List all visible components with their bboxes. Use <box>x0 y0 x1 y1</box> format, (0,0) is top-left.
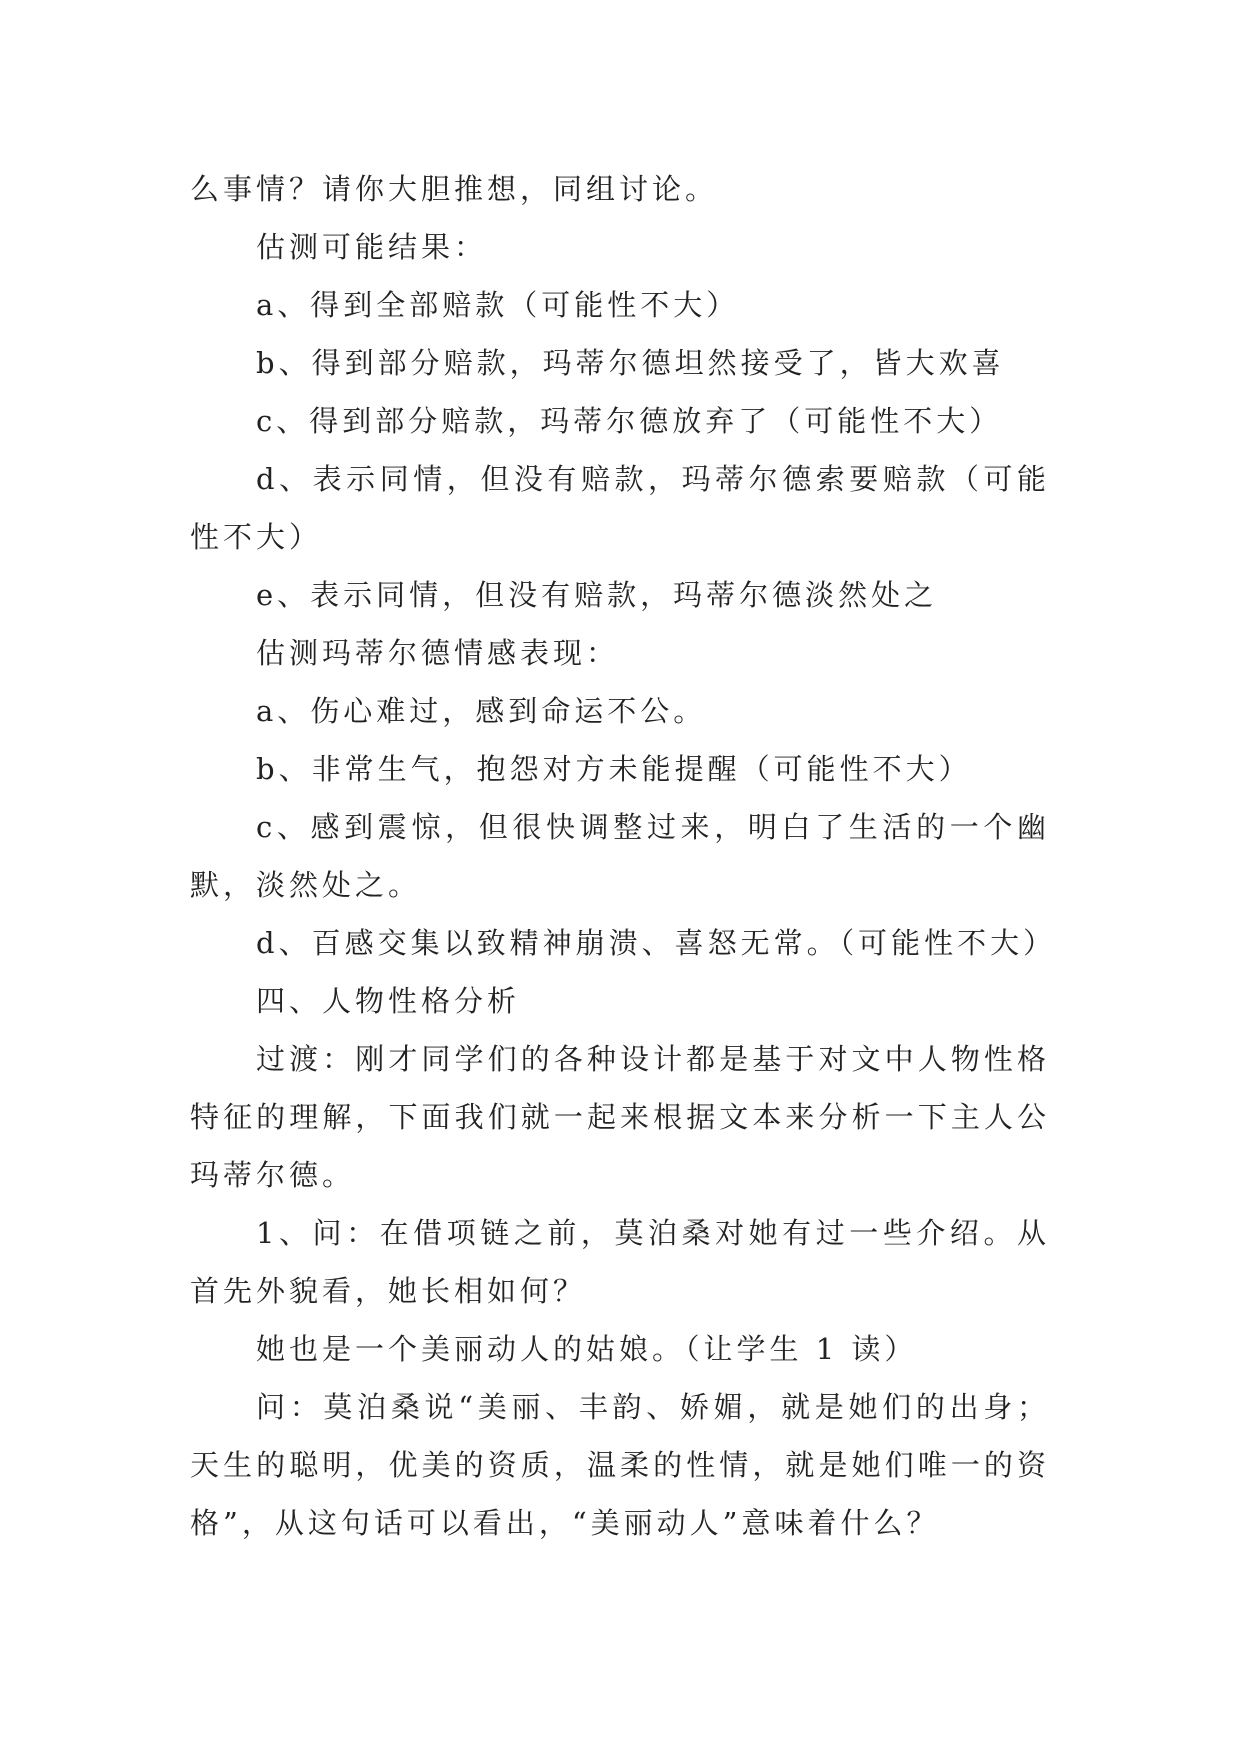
paragraph: 估测玛蒂尔德情感表现： <box>256 636 620 670</box>
document-body <box>190 160 1057 1552</box>
list-item: a、伤心难过，感到命运不公。 <box>256 694 707 728</box>
section-heading: 四、人物性格分析 <box>256 984 521 1018</box>
question-paragraph: 1、问：在借项链之前，莫泊桑对她有过一些介绍。从首先外貌看，她长相如何？ <box>190 1216 1050 1308</box>
list-item: c、得到部分赔款，玛蒂尔德放弃了（可能性不大） <box>256 404 1003 438</box>
list-item: a、得到全部赔款（可能性不大） <box>256 288 740 322</box>
question-paragraph: 问：莫泊桑说“美丽、丰韵、娇媚，就是她们的出身；天生的聪明，优美的资质，温柔的性情，就是她们唯一的资格”，从这句话可以看出，“美丽动人”意味着什么？ <box>190 1390 1050 1540</box>
list-item: b、得到部分赔款，玛蒂尔德坦然接受了，皆大欢喜 <box>256 346 1005 380</box>
list-item: b、非常生气，抱怨对方未能提醒（可能性不大） <box>256 752 972 786</box>
list-item: d、表示同情，但没有赔款，玛蒂尔德索要赔款（可能性不大） <box>190 462 1050 554</box>
list-item: c、感到震惊，但很快调整过来，明白了生活的一个幽默，淡然处之。 <box>190 810 1050 902</box>
paragraph: 么事情？请你大胆推想，同组讨论。 <box>190 172 719 206</box>
paragraph: 过渡：刚才同学们的各种设计都是基于对文中人物性格特征的理解，下面我们就一起来根据文本来分析一下主人公玛蒂尔德。 <box>190 1042 1050 1192</box>
paragraph: 估测可能结果： <box>256 230 488 264</box>
paragraph: 她也是一个美丽动人的姑娘。（让学生 1 读） <box>256 1332 918 1366</box>
list-item: d、百感交集以致精神崩溃、喜怒无常。（可能性不大） <box>256 926 1057 960</box>
list-item: e、表示同情，但没有赔款，玛蒂尔德淡然处之 <box>256 578 938 612</box>
